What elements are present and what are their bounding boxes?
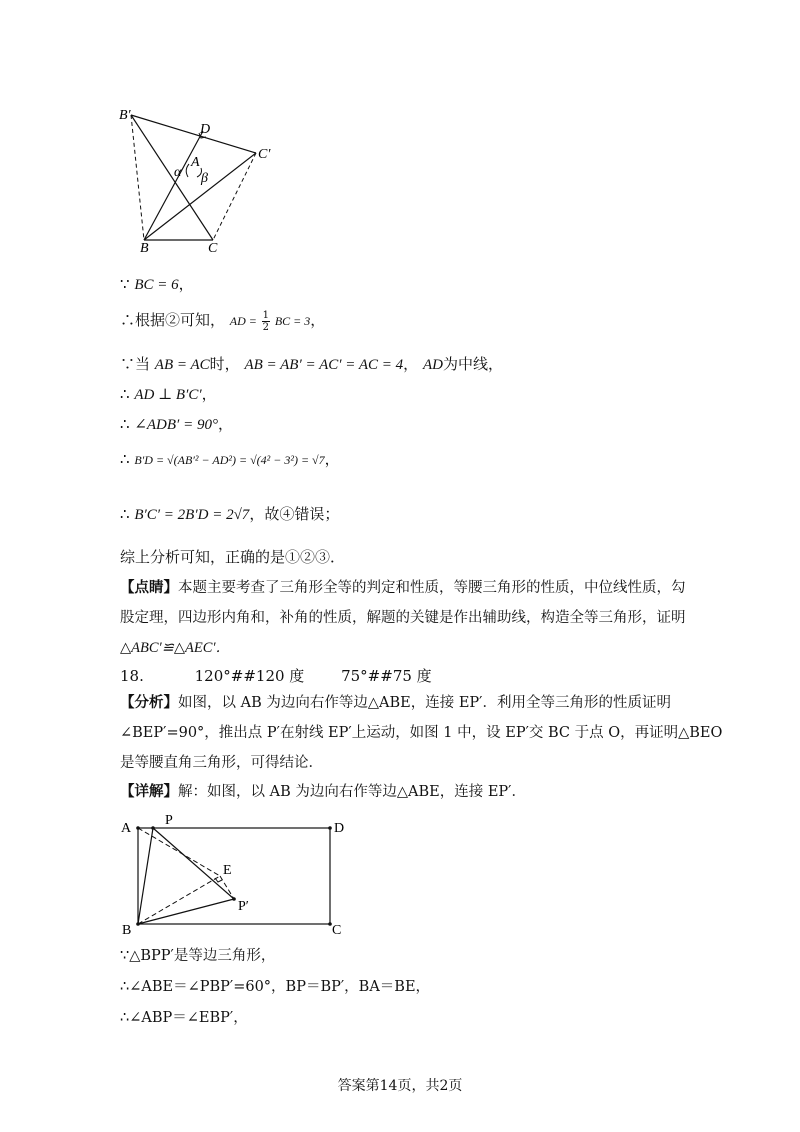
label-b: B	[140, 241, 149, 255]
after-figure-lines	[120, 941, 430, 1034]
after-line-2: ∴∠ABE＝∠PBP′=60°，BP＝BP′，BA＝BE，	[120, 979, 431, 995]
analysis-text: 如图，以 AB 为边向右作等边△ABE，连接 EP′．利用全等三角形的性质证明	[178, 695, 671, 711]
label-p-prime: P′	[238, 899, 249, 914]
math-expression: AB = AB′ = AC′ = AC = 4	[244, 357, 404, 373]
comment-text: 本题主要考查了三角形全等的判定和性质，等腰三角形的性质，中位线性质，勾	[178, 580, 686, 596]
line-pythagoras	[120, 448, 340, 469]
math-expression: B′D = √(AB′² − AD²) = √(4² − 3²) = √7	[134, 453, 325, 467]
fraction-half	[262, 310, 270, 333]
punct: ，	[201, 385, 217, 403]
text-segment: ∴根据②可知，	[120, 311, 226, 329]
analysis-line-3: 是等腰直角三角形，可得结论．	[120, 755, 323, 771]
punct: ，	[324, 450, 340, 468]
answer-1: 120°##120 度	[194, 667, 305, 685]
numerator: 1	[262, 309, 270, 321]
therefore-symbol: ∴	[120, 450, 130, 468]
math-expression: AB = AC	[154, 357, 210, 373]
label-alpha: α	[174, 165, 182, 180]
comment-line-3: △ABC′≌△AEC′．	[120, 640, 231, 656]
denominator: 2	[262, 321, 270, 333]
label-c2: C	[332, 923, 342, 938]
figure-quadrilateral	[110, 100, 290, 255]
punct: ，	[310, 311, 326, 329]
comment-tag: 【点睛】	[120, 579, 178, 596]
label-p: P	[165, 813, 173, 828]
analysis-paragraph	[120, 688, 722, 778]
text-segment: 时，	[209, 355, 240, 373]
text-segment: 为中线，	[442, 355, 503, 373]
label-c-prime: C′	[258, 147, 271, 162]
therefore-symbol: ∴	[120, 505, 130, 523]
after-line-1: ∵△BPP′是等边三角形，	[120, 948, 276, 964]
line-ad	[120, 309, 325, 333]
analysis-tag: 【分析】	[120, 694, 178, 711]
label-a2: A	[121, 821, 132, 836]
label-beta: β	[201, 171, 208, 186]
after-line-3: ∴∠ABP＝∠EBP′，	[120, 1010, 248, 1026]
math-expression: BC = 3	[274, 314, 311, 328]
text-segment: ，	[403, 355, 419, 373]
label-d: D	[200, 122, 211, 137]
detail-line	[120, 780, 526, 801]
math-expression: AD =	[229, 314, 257, 328]
math-expression: AD	[422, 357, 443, 373]
therefore-symbol: ∴	[120, 415, 130, 433]
math-expression: AD ⊥ B′C′	[134, 387, 202, 403]
line-bc	[120, 273, 194, 294]
label-d2: D	[334, 821, 345, 836]
comment-line-1	[120, 573, 686, 603]
text-segment: ∵当	[120, 355, 151, 373]
line-perpendicular	[120, 383, 217, 404]
punct: ，	[178, 275, 194, 293]
punct: ，	[217, 415, 233, 433]
comment-line-2: 股定理，四边形内角和，补角的性质，解题的关键是作出辅助线，构造全等三角形，证明	[120, 610, 686, 626]
label-c: C	[208, 241, 218, 255]
detail-text: 解：如图，以 AB 为边向右作等边△ABE，连接 EP′．	[178, 784, 526, 800]
label-a: A	[191, 155, 200, 170]
summary-line: 综上分析可知，正确的是①②③．	[120, 548, 346, 566]
math-expression: ∠ADB′ = 90°	[134, 417, 218, 433]
therefore-symbol: ∴	[120, 385, 130, 403]
analysis-line-2: ∠BEP′=90°，推出点 P′在射线 EP′上运动，如图 1 中，设 EP′交 BC 于点 O，再证明△BEO	[120, 725, 723, 741]
math-expression: BC = 6	[134, 277, 179, 293]
because-symbol: ∵	[120, 275, 130, 293]
line-equal-sides	[120, 353, 503, 374]
math-expression: B′C′ = 2B′D = 2√7	[134, 507, 250, 523]
comment-paragraph	[120, 573, 686, 663]
question-number: 18.	[120, 667, 144, 685]
label-b-prime: B′	[119, 108, 131, 123]
question-18-answers	[120, 665, 432, 686]
text-segment: ，故④错误；	[249, 505, 340, 523]
detail-tag: 【详解】	[120, 783, 178, 800]
analysis-line-1	[120, 688, 722, 718]
label-e: E	[223, 863, 232, 878]
line-right-angle	[120, 413, 233, 434]
figure-rectangle	[115, 810, 355, 940]
label-b2: B	[122, 923, 132, 938]
line-b-prime-c-prime	[120, 503, 339, 524]
answer-2: 75°##75 度	[341, 667, 432, 685]
page-footer: 答案第14页，共2页	[337, 1078, 463, 1094]
